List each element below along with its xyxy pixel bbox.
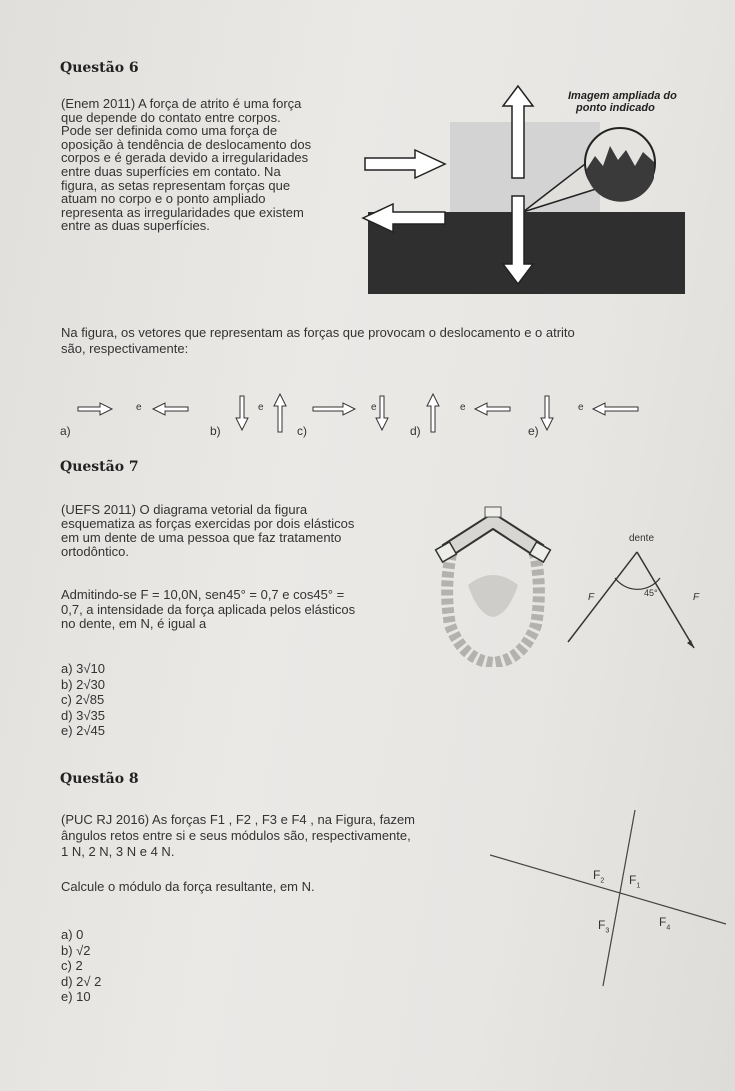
q7-line: Admitindo-se F = 10,0N, sen45° = 0,7 e cos45° = <box>61 587 345 602</box>
q6-line: oposição à tendência de deslocamento dos <box>61 136 312 152</box>
q6-line: Pode ser definida como uma força de <box>61 123 278 139</box>
arrow-down-icon <box>541 396 553 430</box>
f4-letter: F <box>659 915 667 929</box>
q7-option-b[interactable]: b) 2√30 <box>61 676 105 692</box>
arrow-up-icon <box>274 394 286 432</box>
q6-line: que depende do contato entre corpos. <box>61 109 281 125</box>
q7-heading: Questão 7 <box>60 459 139 475</box>
label-f3 <box>598 918 609 934</box>
q8-options <box>61 927 101 1005</box>
caption-line: ponto indicado <box>576 102 655 114</box>
label-f1 <box>629 873 640 889</box>
q6-option-e-label[interactable]: e) <box>528 424 539 438</box>
q8-option-c[interactable]: c) 2 <box>61 958 83 974</box>
force-vector-diagram <box>560 530 700 655</box>
f3-letter: F <box>598 918 606 932</box>
arrow-left-icon <box>153 403 188 415</box>
connector-e: e <box>136 402 142 413</box>
q7-line: (UEFS 2011) O diagrama vetorial da figura <box>61 502 308 517</box>
elastic-band <box>443 513 543 557</box>
q7-line: esquematiza as forças exercidas por dois elásticos <box>61 516 355 531</box>
palate-shading <box>468 575 518 617</box>
arrowhead-right <box>687 640 694 648</box>
f3-sub: 3 <box>605 927 610 935</box>
option-e-arrows <box>541 396 638 430</box>
q6-heading: Questão 6 <box>60 60 139 76</box>
connector-e: e <box>460 402 466 413</box>
q6-line: representa as irregularidades que existem <box>61 204 304 220</box>
q8-statement <box>61 812 491 860</box>
q6-option-a-label[interactable]: a) <box>60 424 71 438</box>
angle-label: 45° <box>644 588 658 598</box>
label-f2 <box>593 868 604 884</box>
line-b <box>603 810 635 986</box>
q8-option-e[interactable]: e) 10 <box>61 989 91 1005</box>
caption-line: Imagem ampliada do <box>568 90 677 102</box>
label-f4 <box>659 915 670 931</box>
arrow-right-icon <box>78 403 112 415</box>
tooth-label: dente <box>629 533 655 544</box>
q7-option-a[interactable]: a) 3√10 <box>61 661 105 676</box>
connector-e: e <box>371 402 377 413</box>
q6-question-line: são, respectivamente: <box>61 341 189 356</box>
q6-line: entre as duas superfícies. <box>61 218 210 234</box>
q6-line: (Enem 2011) A força de atrito é uma força <box>61 96 302 111</box>
q6-line: corpos e é gerada devido a irregularidades <box>61 150 309 166</box>
arrow-applied-right <box>365 150 445 178</box>
connector-e: e <box>578 402 584 413</box>
block-body <box>450 122 600 212</box>
q7-statement-2 <box>61 588 409 632</box>
force-vector-right <box>637 552 694 648</box>
line-a <box>490 855 726 924</box>
figure-caption <box>568 90 718 114</box>
dental-arch-illustration <box>428 505 558 667</box>
f2-sub: 2 <box>600 877 605 885</box>
bracket-top <box>485 507 501 517</box>
q8-heading: Questão 8 <box>60 771 139 787</box>
q7-line: em um dente de uma pessoa que faz tratamento <box>61 530 342 545</box>
option-b-arrows <box>236 394 286 432</box>
force-vector-left <box>568 552 637 642</box>
option-d-arrows <box>427 394 510 432</box>
q8-option-b[interactable]: b) √2 <box>61 942 91 958</box>
q8-line: (PUC RJ 2016) As forças F1 , F2 , F3 e F4 , na Figura, fazem <box>61 812 416 827</box>
arrow-up-icon <box>427 394 439 432</box>
q6-line: entre duas superfícies em contato. Na <box>61 163 281 179</box>
q8-question: Calcule o módulo da força resultante, em N. <box>61 879 315 894</box>
q8-line: ângulos retos entre si e seus módulos são, respectivamente, <box>61 828 411 843</box>
q6-line: figura, as setas representam forças que <box>61 177 291 193</box>
q6-option-b-label[interactable]: b) <box>210 424 221 438</box>
f2-letter: F <box>593 868 601 882</box>
q6-question-line: Na figura, os vetores que representam as forças que provocam o deslocamento e o atrito <box>61 325 575 340</box>
f4-sub: 4 <box>666 924 671 932</box>
q8-option-d[interactable]: d) 2√ 2 <box>61 973 102 989</box>
q7-statement <box>61 503 409 559</box>
q7-options <box>61 661 105 739</box>
q8-line: 1 N, 2 N, 3 N e 4 N. <box>61 844 175 859</box>
arrow-right-icon <box>313 403 355 415</box>
force-label-left: F <box>588 592 595 603</box>
option-a-arrows <box>78 403 188 415</box>
arrow-down-icon <box>376 396 388 430</box>
q7-option-c[interactable]: c) 2√85 <box>61 692 105 708</box>
arrow-left-icon <box>593 403 638 415</box>
q6-line: atuam no corpo e o ponto ampliado <box>61 191 266 207</box>
arrow-left-icon <box>475 403 510 415</box>
connector-e: e <box>258 402 264 413</box>
q8-force-diagram <box>490 810 735 990</box>
force-label-right: F <box>693 592 700 603</box>
q6-options-arrows <box>60 388 680 438</box>
q7-line: ortodôntico. <box>61 544 129 559</box>
q7-option-d[interactable]: d) 3√35 <box>61 707 105 723</box>
q8-option-a[interactable]: a) 0 <box>61 927 84 942</box>
q6-option-d-label[interactable]: d) <box>410 424 421 438</box>
arrow-down-icon <box>236 396 248 430</box>
q7-line: 0,7, a intensidade da força aplicada pelos elásticos <box>61 601 356 617</box>
q6-option-c-label[interactable]: c) <box>297 424 307 438</box>
q6-statement <box>61 97 345 233</box>
q6-question <box>61 325 711 357</box>
f1-sub: 1 <box>636 882 641 890</box>
q7-line: no dente, em N, é igual a <box>61 616 207 631</box>
q7-option-e[interactable]: e) 2√45 <box>61 723 105 739</box>
f1-letter: F <box>629 873 637 887</box>
